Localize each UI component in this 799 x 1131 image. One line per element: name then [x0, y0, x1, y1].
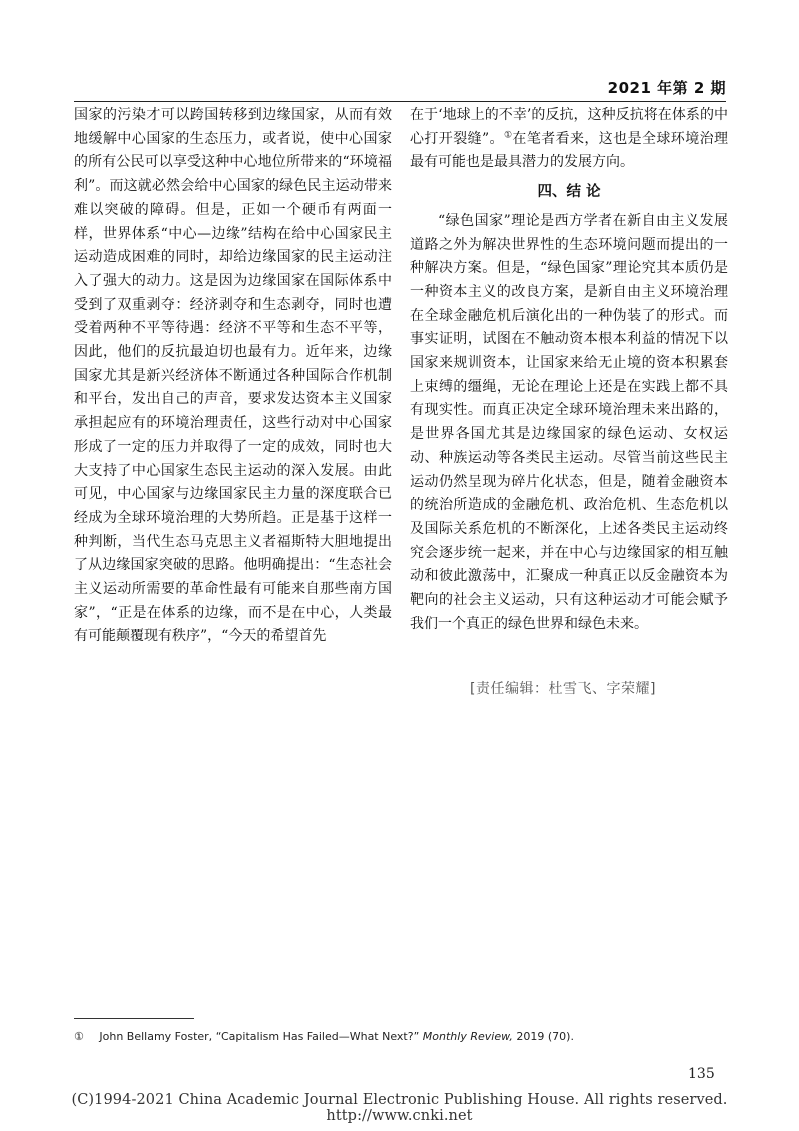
- left-column: [74, 104, 392, 649]
- responsible-editors: [责任编辑：杜雪飞、字荣耀]: [470, 681, 656, 697]
- footnote-author: John Bellamy Foster,: [99, 1030, 213, 1043]
- continuation-text: 在于‘地球上的不幸’的反抗，这种反抗将在体系的中心打开裂缝”。: [410, 107, 728, 147]
- footnote-divider: [74, 1018, 194, 1019]
- body-paragraph: 国家的污染才可以跨国转移到边缘国家，从而有效地缓解中心国家的生态压力，或者说，使中心国家的所有公民可以享受这种中心地位所带来的“环境福利”。而这就必然会给中心国家的绿色民主运动带来难以突破的障碍。但是，正如一个硬币有两面一样，世界体系“中心—边缘”结构在给中心国家民主运动造成困难的同时，却给边缘国家的民主运动注入了强大的动力。这是因为边缘国家在国际体系中受到了双重剥夺：经济剥夺和生态剥夺，同时也遭受着两种不平等待遇：经济不平等和生态不平等，因此，他们的反抗最迫切也最有力。近年来，边缘国家尤其是新兴经济体不断通过各种国际合作机制和平台，发出自己的声音，要求发达资本主义国家承担起应有的环境治理责任，这些行动对中心国家形成了一定的压力并取得了一定的成效，同时也大大支持了中心国家生态民主运动的深入发展。由此可见，中心国家与边缘国家民主力量的深度联合已经成为全球环境治理的大势所趋。正是基于这样一种判断，当代生态马克思主义者福斯特大胆地提出了从边缘国家突破的思路。他明确提出：“生态社会主义运动所需要的革命性最有可能来自那些南方国家”，“正是在体系的边缘，而不是在中心，人类最有可能颠覆现有秩序”，“今天的希望首先: [74, 107, 392, 645]
- footnote-reference[interactable]: ①: [503, 130, 513, 141]
- footnote-mark: ①: [74, 1030, 84, 1043]
- continuation-paragraph: [410, 104, 728, 175]
- footnote-title: “Capitalism Has Failed—What Next?”: [215, 1030, 420, 1043]
- continuation-text-after: 在笔者看来，这也是全球环境治理最有可能也是最具潜力的发展方向。: [410, 130, 728, 171]
- footnote: [74, 1030, 734, 1043]
- section-heading: 四、结 论: [537, 184, 601, 201]
- conclusion-paragraph: “绿色国家”理论是西方学者在新自由主义发展道路之外为解决世界性的生态环境问题而提出的一种解决方案。但是，“绿色国家”理论究其本质仍是一种资本主义的改良方案，是新自由主义环境治理在全球金融危机后演化出的一种伪装了的形式。而事实证明，试图在不触动资本根本利益的情况下以国家来规训资本，让国家来给无止境的资本积累套上束缚的缰绳，无论在理论上还是在实践上都不具有现实性。而真正决定全球环境治理未来出路的，是世界各国尤其是边缘国家的绿色运动、女权运动、种族运动等各类民主运动。尽管当前这些民主运动仍然呈现为碎片化状态，但是，随着金融资本的统治所造成的金融危机、政治危机、生态危机以及国际关系危机的不断深化，上述各类民主运动终究会逐步统一起来，并在中心与边缘国家的相互触动和彼此激荡中，汇聚成一种真正以反金融资本为靶向的社会主义运动，只有这种运动才可能会赋予我们一个真正的绿色世界和绿色未来。: [410, 212, 728, 632]
- running-header: [74, 77, 726, 102]
- footnote-year: 2019 (70).: [516, 1030, 574, 1043]
- page-number: 135: [688, 1066, 715, 1082]
- issue-label: 2021 年第 2 期: [607, 79, 726, 97]
- footnote-journal: Monthly Review,: [422, 1030, 513, 1043]
- copyright-line: (C)1994-2021 China Academic Journal Electronic Publishing House. All rights reserved. http://www.cnki.net: [71, 1092, 728, 1124]
- right-column: [410, 104, 728, 636]
